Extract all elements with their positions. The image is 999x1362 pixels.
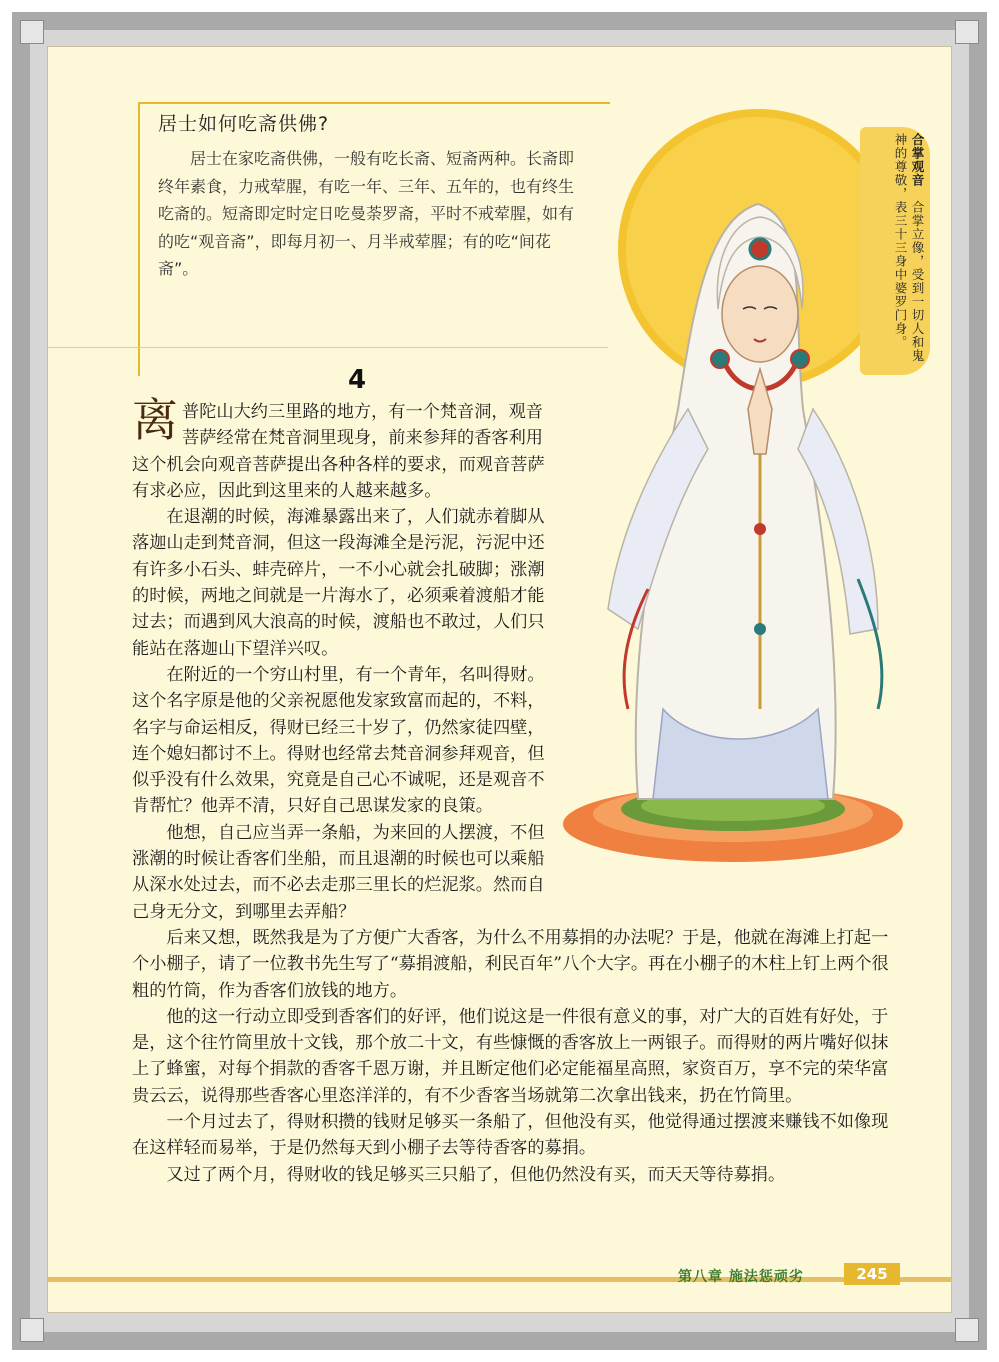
story-paragraph: 又过了两个月，得财收的钱足够买三只船了，但他仍然没有买，而天天等待募捐。 (166, 1164, 786, 1185)
section-divider (48, 347, 608, 348)
frame-corner (20, 20, 44, 44)
page-number: 245 (844, 1263, 900, 1285)
caption-text: 合掌立像，受到一切人和鬼神的尊敬，表三十三身中婆罗门身。 (893, 133, 925, 363)
illustration-caption (860, 127, 930, 375)
story-paragraph: 在附近的一个穷山村里，有一个青年，名叫得财。这个名字原是他的父亲祝愿他发家致富而起的，不料，名字与命运相反，得财已经三十岁了，仍然家徒四壁，连个媳妇都讨不上。得财也经常去梵音洞参拜观音，但似乎没有什么效果，究竟是自己心不诚呢，还是观音不肯帮忙？他弄不清，只好自己思谋发家的良策。 (132, 664, 545, 817)
drop-cap: 离 (132, 393, 178, 447)
frame-corner (955, 20, 979, 44)
book-page (48, 47, 951, 1312)
story-body (132, 393, 895, 1188)
story-paragraph: 后来又想，既然我是为了方便广大香客，为什么不用募捐的办法呢？于是，他就在海滩上打起一个小棚子，请了一位教书先生写了“募捐渡船，利民百年”八个大字。再在小棚子的木柱上钉上两个很粗的竹筒，作为香客们放钱的地方。 (132, 927, 889, 1001)
section-number: 4 (348, 365, 367, 395)
chapter-title: 第八章 施法惩顽劣 (678, 1269, 804, 1285)
story-paragraph-text: 普陀山大约三里路的地方，有一个梵音洞，观音菩萨经常在梵音洞里现身，前来参拜的香客利用这个机会向观音菩萨提出各种各样的要求，而观音菩萨有求必应，因此到这里来的人越来越多。 (132, 402, 545, 501)
story-paragraph: 一个月过去了，得财积攒的钱财足够买一条船了，但他没有买，他觉得通过摆渡来赚钱不如像现在这样轻而易举，于是仍然每天到小棚子去等待香客的募捐。 (132, 1112, 889, 1159)
frame-corner (20, 1318, 44, 1342)
frame-corner (955, 1318, 979, 1342)
footer-bar (48, 1277, 951, 1282)
story-paragraph: 他想，自己应当弄一条船，为来回的人摆渡，不但涨潮的时候让香客们坐船，而且退潮的时候也可以乘船从深水处过去，而不必去走那三里长的烂泥浆。然而自己身无分文，到哪里去弄船？ (132, 822, 545, 922)
caption-title: 合掌观音 (910, 133, 925, 187)
face (722, 266, 798, 362)
sidebar-heading: 居士如何吃斋供佛? (158, 113, 330, 135)
sidebar-text: 居士在家吃斋供佛，一般有吃长斋、短斋两种。长斋即终年素食，力戒荤腥，有吃一年、三年、五年的，也有终生吃斋的。短斋即定时定日吃曼荼罗斋，平时不戒荤腥，如有的吃“观音斋”，即每月初一、月半戒荤腥；有的吃“间花斋”。 (158, 149, 575, 278)
story-paragraph: 在退潮的时候，海滩暴露出来了，人们就赤着脚从落迦山走到梵音洞，但这一段海滩全是污泥，污泥中还有许多小石头、蚌壳碎片，一不小心就会扎破脚；涨潮的时候，两地之间就是一片海水了，必须乘着渡船才能过去；而遇到风大浪高的时候，渡船也不敢过，人们只能站在落迦山下望洋兴叹。 (132, 507, 545, 659)
story-paragraph: 他的这一行动立即受到香客们的好评，他们说这是一件很有意义的事，对广大的百姓有好处，于是，这个往竹筒里放十文钱，那个放二十文，有些慷慨的香客放上一两银子。而得财的两片嘴好似抹上了蜂蜜，对每个捐款的香客千恩万谢，并且断定他们必定能福星高照，家资百万，享不完的荣华富贵云云，说得那些香客心里恣洋洋的，有不少香客当场就第二次拿出钱来，扔在竹筒里。 (132, 1006, 889, 1106)
illustration-wrap-area (549, 399, 895, 904)
